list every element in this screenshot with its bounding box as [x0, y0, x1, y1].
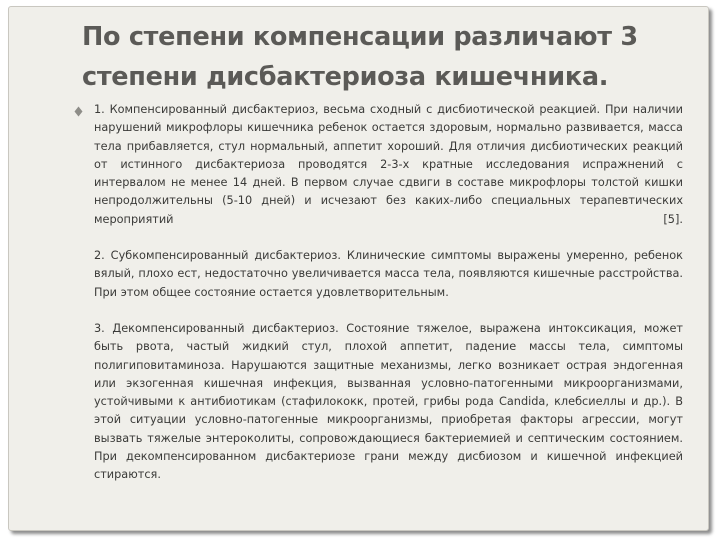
slide: [8, 6, 709, 531]
diamond-bullet-icon: [73, 104, 84, 115]
slide-body: [94, 101, 683, 485]
paragraph-subcompensated: 2. Субкомпенсированный дисбактериоз. Клинические симптомы выражены умеренно, ребенок вялый, плохо ест, недостаточно увеличивается масса тела, появляются кишечные расстройства. При этом общее состояние остается удовлетворительным.: [94, 249, 683, 299]
slide-title: По степени компенсации различают 3 степени дисбактериоза кишечника.: [82, 22, 638, 92]
diamond-bullet-shape: [73, 106, 84, 117]
paragraph-decompensated: 3. Декомпенсированный дисбактериоз. Состояние тяжелое, выражена интоксикация, может быть рвота, частый жидкий стул, плохой аппетит, падение массы тела, симптомы полигиповитаминоза. Нарушаются защитные механизмы, легко возникает острая эндогенная или экзогенная кишечная инфекция, вызванная условно-патогенными микроорганизмами, устойчивыми к антибиотикам (стафилококк, протей, грибы рода Candida, клебсиеллы и др.). В этой ситуации условно-патогенные микроорганизмы, приобретая факторы агрессии, могут вызвать тяжелые энтероколиты, сопровождающиеся бактериемией и септическим состоянием. При декомпенсированном дисбактериозе грани между дисбиозом и кишечной инфекцией стираются.: [94, 321, 683, 482]
paragraph-compensated: 1. Компенсированный дисбактериоз, весьма сходный с дисбиотической реакцией. При наличии нарушений микрофлоры кишечника ребенок остается здоровым, нормально развивается, масса тела прибавляется, стул нормальный, аппетит хороший. Для отличия дисбиотических реакций от истинного дисбактериоза проводятся 2-3-х кратные исследования испражнений с интервалом не менее 14 дней. В первом случае сдвиги в составе микрофлоры толстой кишки непродолжительны (5-10 дней) и исчезают без каких-либо специальных терапевтических мероприятий [5].: [94, 103, 683, 226]
